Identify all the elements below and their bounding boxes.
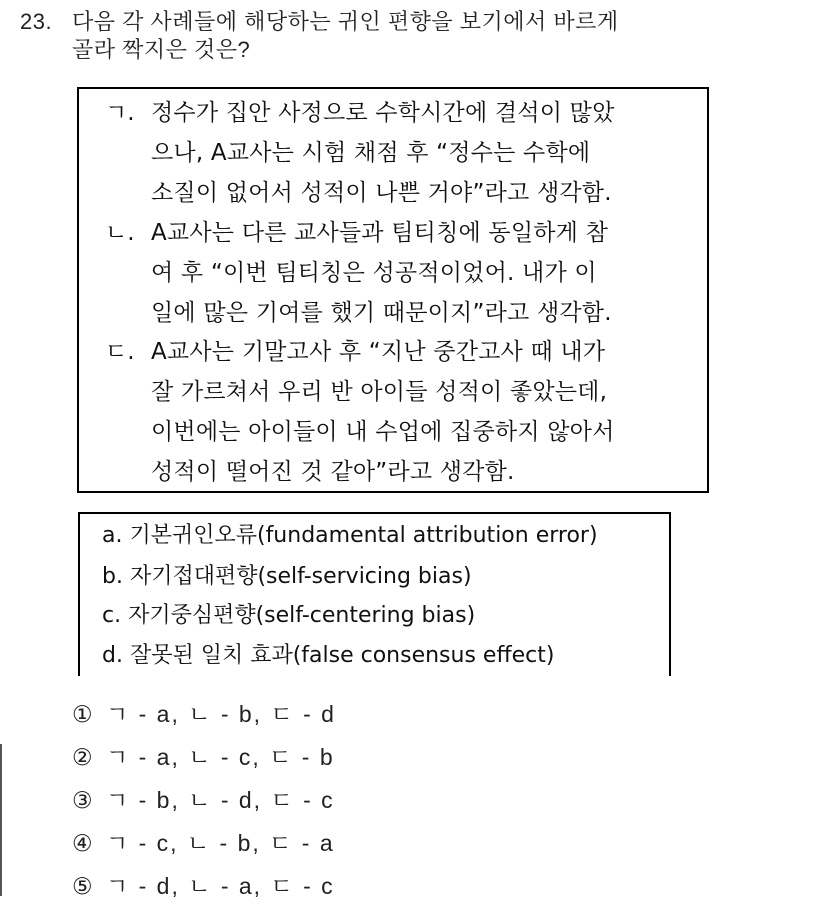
case-line: A교사는 기말고사 후 “지난 중간고사 때 내가 (151, 339, 606, 365)
answer-choice-1[interactable] (72, 696, 336, 739)
question-number: 23. (20, 9, 53, 34)
case-line: 일에 많은 기여를 했기 때문이지”라고 생각함. (151, 300, 612, 326)
case-item-giyeok (105, 93, 697, 213)
option-c: c. 자기중심편향(self-centering bias) (102, 603, 476, 628)
question-line-1: 다음 각 사례들에 해당하는 귀인 편향을 보기에서 바르게 (72, 9, 619, 34)
case-line: 여 후 “이번 팀티칭은 성공적이었어. 내가 이 (151, 260, 597, 286)
case-line: 소질이 없어서 성적이 나쁜 거야”라고 생각함. (151, 180, 612, 206)
answer-choice-3[interactable] (72, 782, 336, 825)
answer-text: ㄱ - a, ㄴ - c, ㄷ - b (106, 744, 335, 770)
cases-box (77, 87, 709, 493)
answer-text: ㄱ - a, ㄴ - b, ㄷ - d (106, 701, 336, 727)
case-line: 성적이 떨어진 것 같아”라고 생각함. (151, 459, 515, 485)
choice-number-icon: ④ (72, 830, 95, 856)
choice-number-icon: ② (72, 744, 95, 770)
option-d: d. 잘못된 일치 효과(false consensus effect) (102, 643, 555, 668)
question-stem (20, 8, 780, 64)
case-marker: ㄱ. (105, 100, 135, 126)
case-line: 정수가 집안 사정으로 수학시간에 결석이 많았 (151, 100, 615, 126)
answer-choice-2[interactable] (72, 739, 336, 782)
case-line: 잘 가르쳐서 우리 반 아이들 성적이 좋았는데, (151, 379, 608, 405)
answer-text: ㄱ - c, ㄴ - b, ㄷ - a (106, 830, 335, 856)
case-item-digeut (105, 332, 697, 492)
case-line: 이번에는 아이들이 내 수업에 집중하지 않아서 (151, 419, 615, 445)
case-line: 으나, A교사는 시험 채점 후 “정수는 수학에 (151, 140, 591, 166)
answer-choice-5[interactable] (72, 868, 336, 911)
option-b: b. 자기접대편향(self-servicing bias) (102, 564, 472, 589)
answer-text: ㄱ - b, ㄴ - d, ㄷ - c (106, 787, 335, 813)
column-divider-line (0, 744, 2, 896)
choice-number-icon: ① (72, 701, 95, 727)
case-marker: ㄴ. (105, 220, 135, 246)
case-item-nieun (105, 213, 697, 333)
choice-number-icon: ⑤ (72, 873, 95, 899)
answer-choices (72, 696, 336, 911)
answer-text: ㄱ - d, ㄴ - a, ㄷ - c (106, 873, 335, 899)
bias-options-box (78, 512, 671, 676)
answer-choice-4[interactable] (72, 825, 336, 868)
option-a: a. 기본귀인오류(fundamental attribution error) (102, 523, 598, 548)
question-line-2: 골라 짝지은 것은? (72, 37, 251, 62)
case-marker: ㄷ. (105, 339, 135, 365)
case-line: A교사는 다른 교사들과 팀티칭에 동일하게 참 (151, 220, 609, 246)
choice-number-icon: ③ (72, 787, 95, 813)
